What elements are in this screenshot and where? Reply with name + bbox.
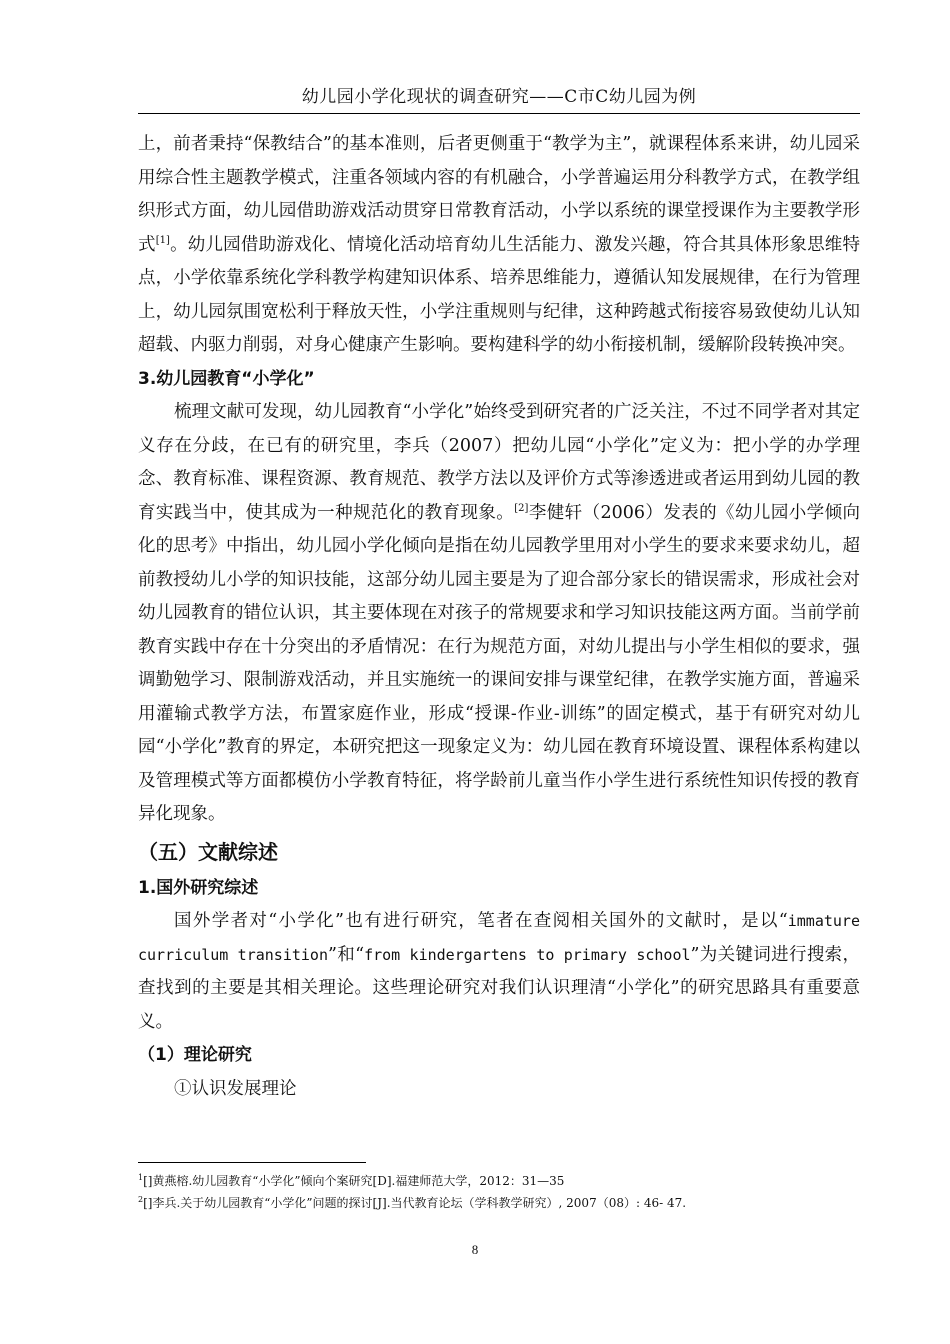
heading-3-kindergarten-primarization: 3.幼儿园教育“小学化”: [138, 368, 315, 389]
footnote-1-text: []黄燕榕.幼儿园教育“小学化”倾向个案研究[D].福建师范大学，2012：31—35: [143, 1174, 565, 1188]
header-rule: [138, 113, 860, 114]
paragraph-1-text-a: 上，前者秉持“保教结合”的基本准则，后者更侧重于“教学为主”，就课程体系来讲，幼儿园采用综合性主题教学模式，注重各领域内容的有机融合，小学普遍运用分科教学方式，在教学组织形式方面，幼儿园借助游戏活动贯穿日常教育活动，小学以系统的课堂授课作为主要教学形式: [138, 134, 860, 255]
keyword-2: from kindergartens to primary school: [364, 945, 691, 964]
footnote-1-mark: 1: [138, 1173, 144, 1182]
running-header: 幼儿园小学化现状的调查研究——C市C幼儿园为例: [301, 87, 697, 107]
paragraph-2-text-a: 梳理文献可发现，幼儿园教育“小学化”始终受到研究者的广泛关注，不过不同学者对其定义存在分歧，在已有的研究里，李兵（2007）把幼儿园“小学化”定义为：把小学的办学理念、教育标准、课程资源、教育规范、教学方法以及评价方式等渗透进或者运用到幼儿园的教育实践当中，使其成为一种规范化的教育现象。: [138, 402, 860, 523]
keyword-1: immature curriculum transition: [138, 912, 860, 964]
footnote-2-mark: 2: [138, 1195, 144, 1204]
paragraph-3-text-c: ”为关键词进行搜索，查找到的主要是其相关理论。这些理论研究对我们认识理清“小学化”的研究思路具有重要意义。: [138, 944, 860, 1032]
page-number: 8: [471, 1242, 479, 1257]
citation-2[interactable]: [2]: [514, 502, 529, 514]
paragraph-3-text-b: ”和“: [327, 944, 365, 965]
heading-cognitive-development: ①认识发展理论: [174, 1078, 297, 1099]
heading-foreign-review: 1.国外研究综述: [138, 877, 259, 898]
section-heading-literature-review: （五）文献综述: [138, 839, 278, 864]
paragraph-3: [138, 905, 860, 1039]
footnote-rule: [138, 1162, 366, 1163]
heading-theory-research: （1）理论研究: [138, 1045, 252, 1065]
paragraph-2-text-b: 李健轩（2006）发表的《幼儿园小学倾向化的思考》中指出，幼儿园小学化倾向是指在幼儿园教学里用对小学生的要求来要求幼儿，超前教授幼儿小学的知识技能，这部分幼儿园主要是为了迎合部分家长的错误需求，形成社会对幼儿园教育的错位认识，其主要体现在对孩子的常规要求和学习知识技能这两方面。当前学前教育实践中存在十分突出的矛盾情况：在行为规范方面，对幼儿提出与小学生相似的要求，强调勤勉学习、限制游戏活动，并且实施统一的课间安排与课堂纪律，在教学实施方面，普遍采用灌输式教学方法，布置家庭作业，形成“授课-作业-训练”的固定模式，基于有研究对幼儿园“小学化”教育的界定，本研究把这一现象定义为：幼儿园在教育环境设置、课程体系构建以及管理模式等方面都模仿小学教育特征，将学龄前儿童当作小学生进行系统性知识传授的教育异化现象。: [138, 502, 861, 824]
footnote-2-text: []李兵.关于幼儿园教育“小学化”问题的探讨[J].当代教育论坛（学科教学研究）, 2007（08）: 46- 47.: [143, 1196, 687, 1210]
paragraph-2: [138, 396, 860, 832]
footnotes: [138, 1170, 860, 1214]
citation-1[interactable]: [1]: [155, 234, 170, 246]
body-text: [138, 128, 860, 1106]
paragraph-1-text-b: 。幼儿园借助游戏化、情境化活动培育幼儿生活能力、激发兴趣，符合其具体形象思维特点，小学依靠系统化学科教学构建知识体系、培养思维能力，遵循认知发展规律，在行为管理上，幼儿园氛围宽松利于释放天性，小学注重规则与纪律，这种跨越式衔接容易致使幼儿认知超载、内驱力削弱，对身心健康产生影响。要构建科学的幼小衔接机制，缓解阶段转换冲突。: [138, 234, 861, 355]
footnote-1: [138, 1170, 860, 1192]
paragraph-1: [138, 128, 860, 363]
footnote-2: [138, 1192, 860, 1214]
paragraph-3-text-a: 国外学者对“小学化”也有进行研究，笔者在查阅相关国外的文献时，是以“: [174, 911, 788, 931]
